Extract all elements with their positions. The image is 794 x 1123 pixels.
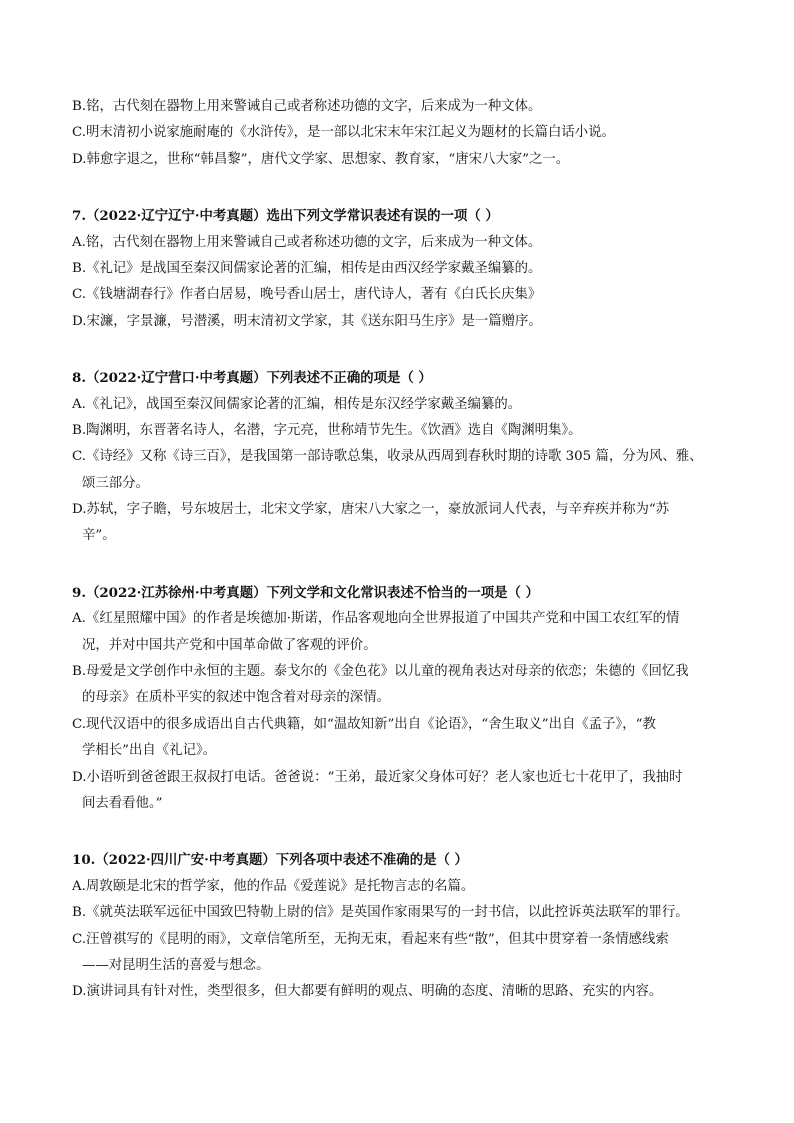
option-continuation: 况，并对中国共产党和中国革命做了客观的评价。 <box>82 637 377 653</box>
block-gap <box>72 173 732 203</box>
question-title: 7.（2022·辽宁辽宁·中考真题）选出下列文学常识表述有误的一项（ ） <box>72 208 499 225</box>
question-title: 9.（2022·江苏徐州·中考真题）下列文学和文化常识表述不恰当的一项是（ ） <box>72 584 539 601</box>
option-line: B.陶渊明，东晋著名诗人，名潜，字元亮，世称靖节先生。《饮酒》选自《陶渊明集》。 <box>72 422 582 438</box>
question-title: 8.（2022·辽宁营口·中考真题）下列表述不正确的项是（ ） <box>72 370 432 387</box>
block-gap <box>72 335 732 365</box>
block-gap <box>72 550 732 580</box>
option-line: B.铭，古代刻在器物上用来警诫自己或者称述功德的文字，后来成为一种文体。 <box>72 99 542 114</box>
option-continuation: 辛”。 <box>82 528 116 544</box>
option-line: D.宋濂，字景濂，号潜溪，明末清初文学家，其《送东阳马生序》是一篇赠序。 <box>72 313 542 329</box>
option-line: C.现代汉语中的很多成语出自古代典籍，如“温故知新”出自《论语》，“舍生取义”出自《孟子》，“教 <box>72 716 656 732</box>
option-line: B.母爱是文学创作中永恒的主题。泰戈尔的《金色花》以儿童的视角表达对母亲的依恋；朱德的《回忆我 <box>72 664 689 680</box>
question-block <box>72 580 732 818</box>
option-line: C.《诗经》又称《诗三百》，是我国第一部诗歌总集，收录从西周到春秋时期的诗歌 305 篇，分为风、雅、 <box>72 449 703 465</box>
option-line: A.周敦颐是北宋的哲学家，他的作品《爱莲说》是托物言志的名篇。 <box>72 878 475 894</box>
question-block <box>72 203 732 335</box>
option-line: C.明末清初小说家施耐庵的《水浒传》，是一部以北宋末年宋江起义为题材的长篇白话小说。 <box>72 125 615 141</box>
document-page <box>72 94 732 1006</box>
option-line: B.《就英法联军远征中国致巴特勒上尉的信》是英国作家雨果写的一封书信，以此控诉英法联军的罪行。 <box>72 905 689 921</box>
question-block <box>72 847 732 1005</box>
option-continuation: 颂三部分。 <box>82 475 149 491</box>
option-continuation: ——对昆明生活的喜爱与想念。 <box>82 957 270 973</box>
option-line: D.韩愈字退之，世称“韩昌黎”，唐代文学家、思想家、教育家，“唐宋八大家”之一。 <box>72 151 570 167</box>
option-line: D.苏轼，字子瞻，号东坡居士，北宋文学家，唐宋八大家之一，豪放派词人代表，与辛弃疾并称为“苏 <box>72 502 670 518</box>
block-gap <box>72 817 732 847</box>
option-continuation: 学相长”出自《礼记》。 <box>82 743 217 759</box>
option-continuation: 间去看看他。” <box>82 795 163 811</box>
option-line: C.汪曾祺写的《昆明的雨》，文章信笔所至，无拘无束，看起来有些“散”，但其中贯穿着一条情感线索 <box>72 931 669 947</box>
option-line: A.《红星照耀中国》的作者是埃德加·斯诺，作品客观地向全世界报道了中国共产党和中国工农红军的情 <box>72 611 680 627</box>
option-continuation: 的母亲》在质朴平实的叙述中饱含着对母亲的深情。 <box>82 690 390 706</box>
option-line: C.《钱塘湖春行》作者白居易，晚号香山居士，唐代诗人，著有《白氏长庆集》 <box>72 287 542 303</box>
option-line: A.铭，古代刻在器物上用来警诫自己或者称述功德的文字，后来成为一种文体。 <box>72 234 542 250</box>
continued-options-block <box>72 94 732 173</box>
option-line: A.《礼记》，战国至秦汉间儒家论著的汇编，相传是东汉经学家戴圣编纂的。 <box>72 396 522 412</box>
question-title: 10.（2022·四川广安·中考真题）下列各项中表述不准确的是（ ） <box>72 852 468 869</box>
option-line: D.小语听到爸爸跟王叔叔打电话。爸爸说：“王弟，最近家父身体可好？老人家也近七十花甲了，我抽时 <box>72 769 683 785</box>
option-line: B.《礼记》是战国至秦汉间儒家论著的汇编，相传是由西汉经学家戴圣编纂的。 <box>72 260 542 276</box>
option-line: D.演讲词具有针对性，类型很多，但大都要有鲜明的观点、明确的态度、清晰的思路、充实的内容。 <box>72 984 663 1000</box>
question-block <box>72 365 732 550</box>
